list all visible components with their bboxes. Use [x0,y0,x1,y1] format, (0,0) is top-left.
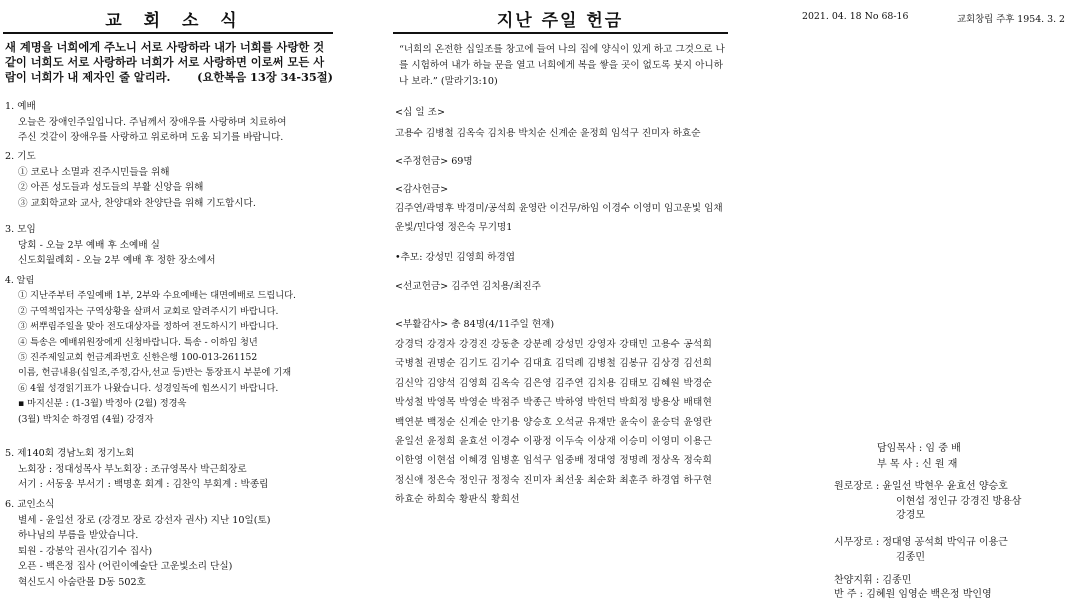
news-section-members [5,497,335,591]
offering-title: 지난 주일 헌금 [496,11,624,31]
section-line: 이름, 헌금내용(십일조,주정,감사,선교 등)반는 통장표시 부분에 기재 [18,367,292,379]
staff-role: 담임목사 : [877,443,923,454]
emeritus-elders [834,480,1021,524]
thanks-names: 김주연/곽명후 박경미/공석희 윤영란 이건무/하임 이경수 이영미 임고운빛 임채운빛/민다영 정은숙 무기명1 [395,203,723,233]
staff-name: 신 원 재 [922,459,958,470]
memory-verse [5,40,333,85]
section-line: ③ 써뿌림주일을 맞아 전도대상자를 정하여 전도하시기 바랍니다. [18,321,279,333]
memory-verse-text: 새 계명을 너희에게 주노니 서로 사랑하라 내가 너희를 사랑한 것 같이 너희도 서로 사랑하라 너희가 서로 사랑하면 이로써 모든 사람이 너희가 내 제자인 줄 알리라. [5,40,325,84]
section-line: ⑥ 4월 성경읽기표가 나왔습니다. 성경일독에 힘쓰시기 바랍니다. [18,382,279,394]
easter-names: 강경덕 강경자 강경진 강동춘 강분례 강성민 강영자 강태민 고용수 공석희 국병철 권명순 김기도 김기수 김대효 김덕례 김병철 김봉규 김상경 김선희 김신악 김양석 김영희 김옥숙 김은영 김주연 김치용 김태모 김혜원 박경순 박성철 박영목 박영순 박점주 박종근 박하영 박헌덕 박희정 방용상 배태현 백연분 백정순 신계순 안기용 양승호 오석균 유재만 윤숙이 윤승덕 윤영란 윤일선 윤정희 윤효선 이경수 이광정 이두숙 이상재 이승미 이영미 이용근 이한영 이현섭 이혜경 임병훈 임석구 임중배 정대영 정명례 정상옥 정숙희 정신애 정은숙 정인규 정정숙 진미자 최선웅 최순화 최훈주 하경엽 하구현 하효순 하희숙 황판식 황희선 [395,339,713,506]
staff-name: 이현섭 정인규 강경진 방용삼 [896,495,1022,507]
news-section-notices [5,273,335,427]
section-line: 오늘은 장애인주일입니다. 주님께서 장애우를 사랑하며 치료하여 [18,116,287,128]
senior-pastor [877,442,961,457]
staff-name: 김종민 [882,575,912,586]
memorial-offering: •추모: 강성민 김영희 하경엽 [395,252,515,263]
section-line: ③ 교회학교와 교사, 찬양대와 찬양단을 위해 기도합시다. [18,197,256,209]
section-line: 별세 - 윤일선 장로 (강경모 장로 강선자 권사) 지난 10일(토) [18,514,271,526]
section-line: ⑤ 진주제일교회 헌금계좌번호 신한은행 100-013-261152 [18,352,258,364]
section-line: ② 아픈 성도들과 성도들의 부활 신앙을 위해 [18,182,204,194]
choir-director [834,574,911,589]
section-line: 오픈 - 백은정 집사 (어린이예술단 고운빛소리 단실) [18,561,233,573]
section-heading: 2. 기도 [5,151,36,162]
associate-pastor [877,458,957,473]
section-heading: 3. 모임 [5,224,36,235]
section-heading: 6. 교인소식 [5,499,55,510]
section-heading: 5. 제140회 경남노회 정기노회 [5,448,135,459]
staff-role: 원로장로 : [834,481,880,492]
accompanists [834,588,992,603]
staff-name: 김혜원 임영순 백은정 박인영 [866,589,992,600]
staff-name: 정대영 공석희 박익규 이용근 [882,537,1008,548]
section-heading: 4. 알림 [5,275,35,286]
section-line: 혁신도시 아숨란몰 D동 502호 [18,576,146,588]
staff-name: 윤일선 박현우 윤효선 양승호 [882,481,1008,492]
staff-name: 강경모 [896,510,925,522]
staff-role: 반 주 : [834,589,864,600]
section-line: 퇴원 - 강봉악 권사(김기수 집사) [18,545,153,557]
mission-offering: <선교헌금> 김주연 김치용/최진주 [395,281,541,292]
section-line: ▪ 마지신분 : (1-3월) 박정아 (2월) 정경욱 [18,398,187,410]
section-heading: 1. 예배 [5,101,36,112]
staff-role: 찬양지휘 : [834,575,880,586]
news-section-worship [5,99,335,146]
staff-role: 시무장로 : [834,537,880,548]
staff-name: 임 중 배 [925,443,961,454]
offering-rule [393,32,728,34]
easter-label: <부활감사> 총 84명(4/11주일 현재) [395,319,555,330]
news-section-presbytery [5,446,335,493]
church-news-rule [3,32,333,34]
section-line: 신도회월례회 - 오늘 2부 예배 후 정한 장소에서 [18,255,216,267]
founding-date: 교회창립 주후 1954. 3. 2 [957,14,1066,25]
staff-role: 부 목 사 : [877,459,919,470]
staff-name: 김종민 [896,551,925,563]
tithe-names: 고용수 김병철 김옥숙 김치용 박치순 신계순 윤정희 임석구 진미자 하효순 [395,128,701,139]
offering-body [395,42,725,510]
section-line: ② 구역책임자는 구역상황을 살펴서 교회로 알려주시기 바랍니다. [18,305,279,317]
section-line: ① 코로나 소멸과 진주시민들을 위해 [18,166,170,178]
church-news-title: 교 회 소 식 [105,11,245,31]
active-elders [834,536,1008,565]
section-line: 하나님의 부름을 받았습니다. [18,530,139,542]
section-line: ④ 특송은 예배위원장에게 신청바랍니다. 특송 - 이하임 청년 [18,336,258,348]
news-section-prayer [5,149,335,211]
section-line: ① 지난주부터 주일예배 1부, 2부와 수요예배는 대면예배로 드립니다. [18,290,296,302]
news-section-meetings [5,222,335,269]
section-line: 노회장 : 정대성목사 부노회장 : 조규영목사 박근희장로 [18,463,247,475]
weekly-offering: <주정헌금> 69명 [395,156,473,167]
memory-verse-reference: (요한복음 13장 34-35절) [197,70,333,84]
section-line: (3월) 박치순 하경엽 (4월) 강경자 [18,413,154,425]
scripture-quote: “너희의 온전한 십일조를 창고에 들여 나의 집에 양식이 있게 하고 그것으로 나를 시험하여 내가 하늘 문을 열고 너희에게 복을 쌓을 곳이 없도록 붓지 아니하나 보라.” (말라기3:10) [399,44,725,87]
tithe-label: <십 일 조> [395,107,445,118]
section-line: 서기 : 서동웅 부서기 : 백명훈 회계 : 김찬익 부회계 : 박종립 [18,479,269,491]
thanks-label: <감사헌금> [395,184,449,195]
section-line: 주신 것같이 장애우를 사랑하고 위로하며 도움 되기를 바랍니다. [18,132,284,144]
section-line: 당회 - 오늘 2부 예배 후 소예배 실 [18,239,160,251]
issue-date: 2021. 04. 18 No 68-16 [802,11,909,22]
